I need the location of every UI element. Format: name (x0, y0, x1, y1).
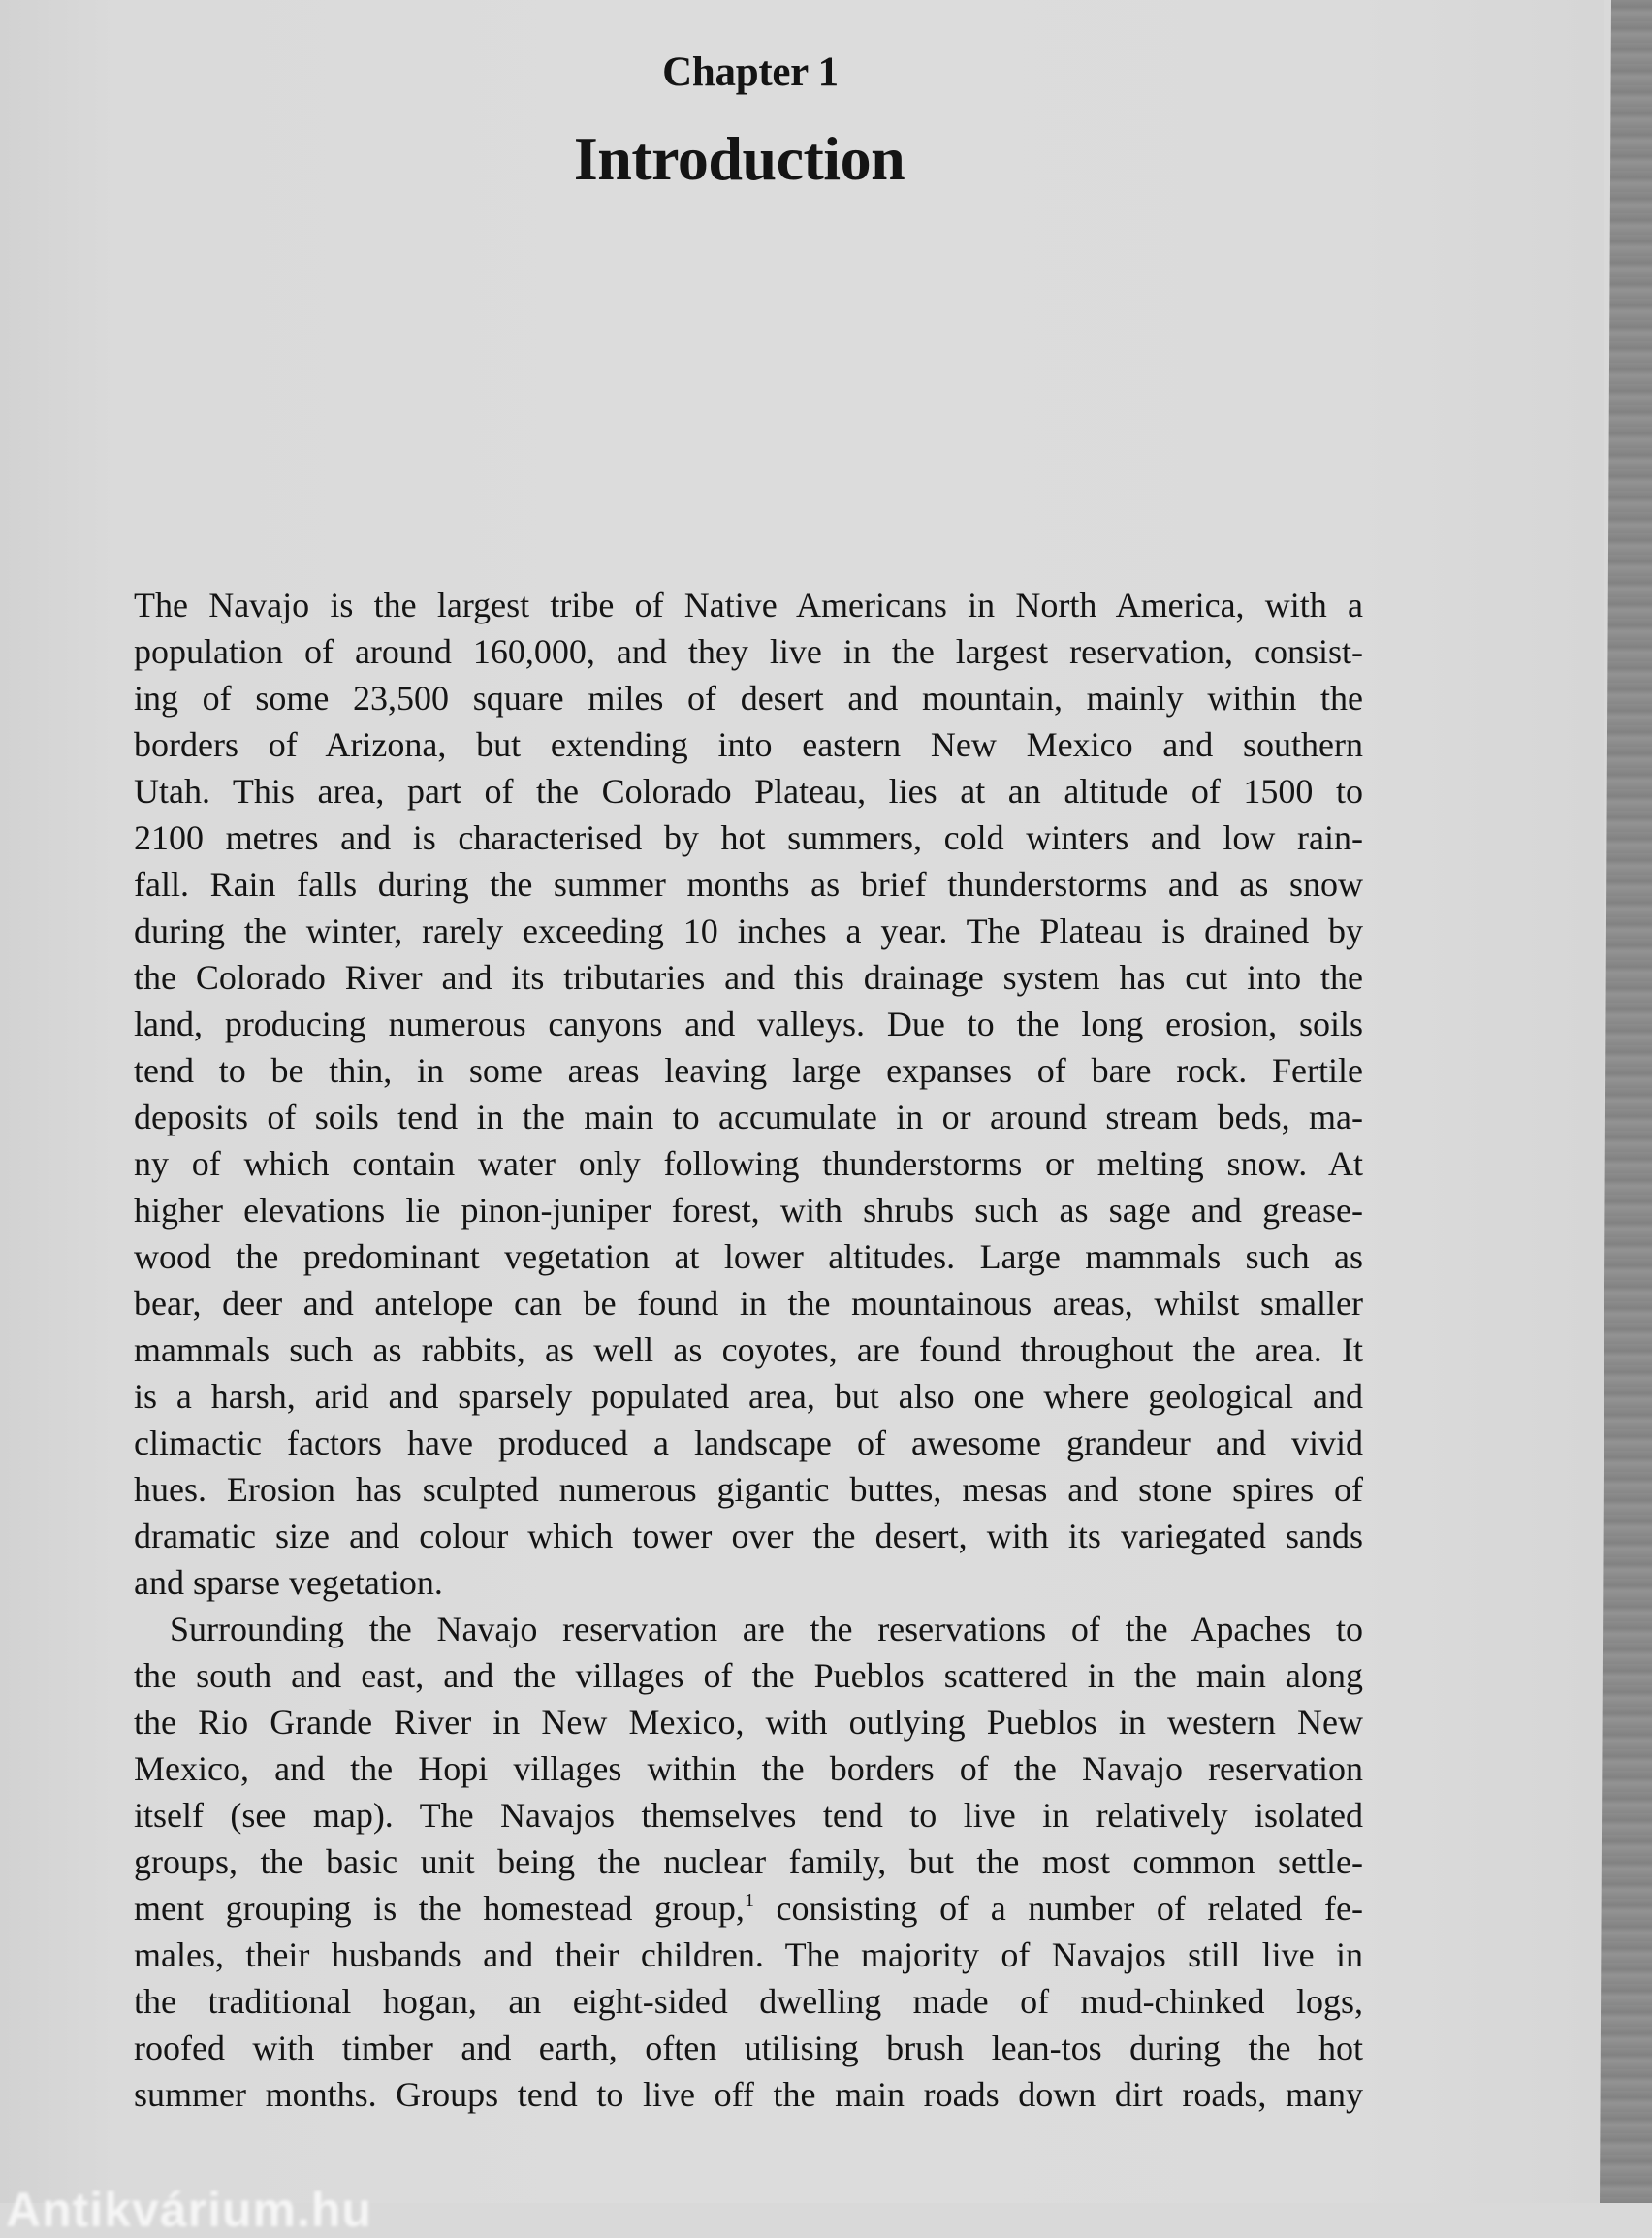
text-line: land, producing numerous canyons and valleys. Due to the long erosion, soils (134, 1005, 1363, 1043)
text-line: and sparse vegetation. (134, 1563, 443, 1602)
text-line: ny of which contain water only following thunderstorms or melting snow. At (134, 1144, 1363, 1183)
text-line: the traditional hogan, an eight-sided dwelling made of mud-chinked logs, (134, 1982, 1363, 2021)
text-line: higher elevations lie pinon-juniper forest, with shrubs such as sage and grease- (134, 1191, 1363, 1230)
text-line: the Rio Grande River in New Mexico, with outlying Pueblos in western New (134, 1703, 1363, 1742)
text-line: tend to be thin, in some areas leaving large expanses of bare rock. Fertile (134, 1051, 1363, 1090)
chapter-title: Introduction (573, 124, 905, 193)
text-line: the Colorado River and its tributaries and this drainage system has cut into the (134, 958, 1363, 997)
text-line: Mexico, and the Hopi villages within the borders of the Navajo reservation (134, 1749, 1363, 1788)
text-fragment: ment grouping is the homestead group, (134, 1889, 745, 1928)
text-line: roofed with timber and earth, often utilising brush lean-tos during the hot (134, 2029, 1363, 2067)
text-line: during the winter, rarely exceeding 10 inches a year. The Plateau is drained by (134, 911, 1363, 950)
text-line: deposits of soils tend in the main to accumulate in or around stream beds, ma- (134, 1098, 1363, 1136)
text-line: The Navajo is the largest tribe of Native Americans in North America, with a (134, 586, 1363, 624)
text-line: is a harsh, arid and sparsely populated area, but also one where geological and (134, 1377, 1363, 1416)
text-line: Surrounding the Navajo reservation are the reservations of the Apaches to (170, 1610, 1363, 1648)
text-line: ing of some 23,500 square miles of desert and mountain, mainly within the (134, 679, 1363, 718)
text-line: borders of Arizona, but extending into eastern New Mexico and southern (134, 725, 1363, 764)
text-line: Utah. This area, part of the Colorado Plateau, lies at an altitude of 1500 to (134, 772, 1363, 811)
text-line: mammals such as rabbits, as well as coyotes, are found throughout the area. It (134, 1330, 1363, 1369)
text-line: groups, the basic unit being the nuclear family, but the most common settle- (134, 1842, 1363, 1881)
text-line: males, their husbands and their children. The majority of Navajos still live in (134, 1935, 1363, 1974)
text-line: climactic factors have produced a landscape of awesome grandeur and vivid (134, 1423, 1363, 1462)
text-line: wood the predominant vegetation at lower altitudes. Large mammals such as (134, 1237, 1363, 1276)
chapter-label: Chapter 1 (662, 49, 839, 95)
text-line: 2100 metres and is characterised by hot summers, cold winters and low rain- (134, 818, 1363, 857)
page-edge-shadow (1600, 0, 1652, 2203)
text-line: population of around 160,000, and they live in the largest reservation, consist- (134, 632, 1363, 671)
text-line: bear, deer and antelope can be found in the mountainous areas, whilst smaller (134, 1284, 1363, 1323)
text-line: the south and east, and the villages of the Pueblos scattered in the main along (134, 1656, 1363, 1695)
text-line-with-footnote (134, 1885, 1363, 1932)
watermark: Antikvárium.hu (6, 2183, 372, 2237)
footnote-marker[interactable]: 1 (744, 1890, 754, 1911)
text-line: fall. Rain falls during the summer months as brief thunderstorms and as snow (134, 865, 1363, 904)
text-line: summer months. Groups tend to live off the main roads down dirt roads, many (134, 2075, 1363, 2114)
text-fragment: consisting of a number of related fe- (753, 1889, 1363, 1928)
text-line: hues. Erosion has sculpted numerous gigantic buttes, mesas and stone spires of (134, 1470, 1363, 1509)
text-line: itself (see map). The Navajos themselves tend to live in relatively isolated (134, 1796, 1363, 1835)
text-line: dramatic size and colour which tower over the desert, with its variegated sands (134, 1517, 1363, 1555)
